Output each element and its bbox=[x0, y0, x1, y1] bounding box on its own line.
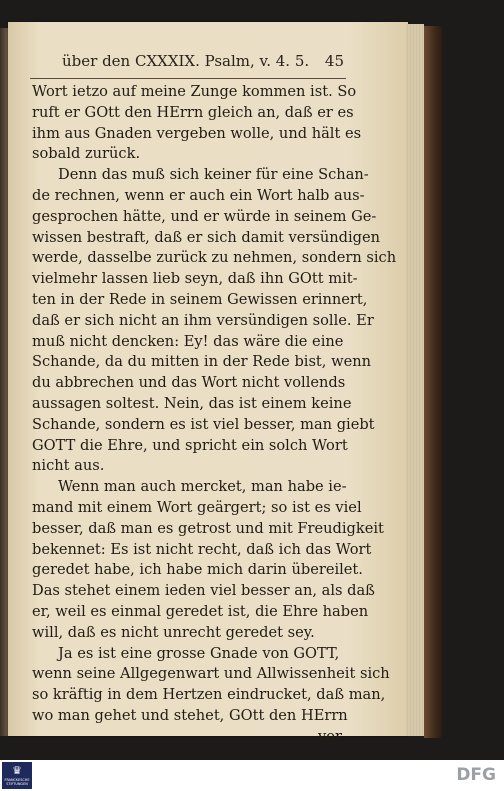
text-line: Das stehet einem ieden viel besser an, als daß bbox=[32, 582, 375, 600]
text-line: sobald zurück. bbox=[32, 145, 141, 163]
running-header bbox=[62, 52, 344, 76]
text-line: gesprochen hätte, und er würde in seinem Ge- bbox=[32, 207, 377, 225]
text-line: Schande, sondern es ist viel besser, man giebt bbox=[32, 415, 375, 433]
text-line: nicht aus. bbox=[32, 457, 105, 475]
text-line: Schande, da du mitten in der Rede bist, wenn bbox=[32, 353, 372, 371]
text-line: wissen bestraft, daß er sich damit versündigen bbox=[32, 228, 380, 246]
text-line: bekennet: Es ist nicht recht, daß ich das Wort bbox=[32, 540, 372, 558]
dfg-logo[interactable]: DFG bbox=[456, 765, 496, 785]
text-line: ten in der Rede in seinem Gewissen erinnert, bbox=[32, 290, 368, 308]
header-rule bbox=[30, 78, 346, 79]
text-line: er, weil es einmal geredet ist, die Ehre haben bbox=[32, 602, 369, 620]
page-number: 45 bbox=[324, 52, 344, 70]
text-line: Ja es ist eine grosse Gnade von GOTT, bbox=[58, 644, 340, 662]
crown-icon: ♛ bbox=[12, 764, 22, 777]
text-line: aussagen soltest. Nein, das ist einem keine bbox=[32, 394, 352, 412]
running-title: über den CXXXIX. Psalm, v. 4. 5. bbox=[62, 52, 310, 70]
page-stack-edge bbox=[406, 24, 424, 736]
text-line: besser, daß man es getrost und mit Freudigkeit bbox=[32, 519, 384, 537]
text-line: wenn seine Allgegenwart und Allwissenheit sich bbox=[32, 665, 390, 683]
text-line: de rechnen, wenn er auch ein Wort halb aus- bbox=[32, 186, 365, 204]
text-line: vor bbox=[317, 727, 342, 745]
text-line: so kräftig in dem Hertzen eindrucket, daß man, bbox=[32, 686, 386, 704]
footer-bar bbox=[0, 760, 504, 791]
text-line: ruft er GOtt den HErrn gleich an, daß er es bbox=[32, 103, 354, 121]
francke-logo[interactable] bbox=[2, 762, 32, 789]
text-line: geredet habe, ich habe mich darin übereilet. bbox=[32, 561, 363, 579]
text-line: ihm aus Gnaden vergeben wolle, und hält es bbox=[32, 124, 362, 142]
text-line: Denn das muß sich keiner für eine Schan- bbox=[58, 166, 369, 184]
body-text bbox=[32, 82, 397, 748]
logo-text: FRANCKESCHE STIFTUNGEN bbox=[4, 778, 30, 786]
facing-page-edge bbox=[0, 28, 8, 736]
book-cover-edge bbox=[424, 26, 442, 738]
text-line: GOTT die Ehre, und spricht ein solch Wort bbox=[32, 436, 348, 454]
text-line: du abbrechen und das Wort nicht vollends bbox=[32, 374, 346, 392]
text-line: will, daß es nicht unrecht geredet sey. bbox=[32, 623, 315, 641]
text-line: wo man gehet und stehet, GOtt den HErrn bbox=[32, 706, 348, 724]
text-line: Wort ietzo auf meine Zunge kommen ist. So bbox=[32, 83, 357, 100]
text-line: daß er sich nicht an ihm versündigen solle. Er bbox=[32, 311, 374, 329]
text-line: Wenn man auch mercket, man habe ie- bbox=[58, 478, 347, 496]
text-line: vielmehr lassen lieb seyn, daß ihn GOtt mit- bbox=[32, 270, 358, 288]
text-line: mand mit einem Wort geärgert; so ist es viel bbox=[32, 498, 362, 516]
text-line: muß nicht dencken: Ey! das wäre die eine bbox=[32, 332, 344, 350]
text-line: werde, dasselbe zurück zu nehmen, sondern sich bbox=[32, 249, 397, 267]
